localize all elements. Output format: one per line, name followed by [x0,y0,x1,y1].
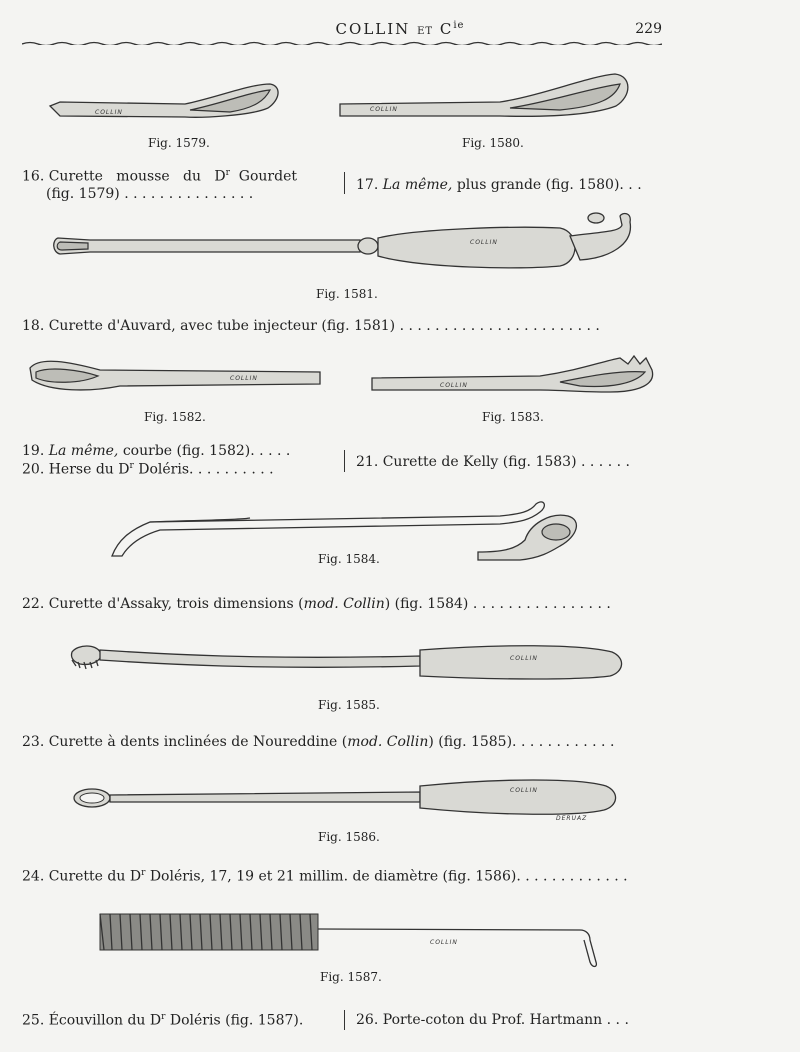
caption-fig-1587: Fig. 1587. [320,970,382,984]
caption-fig-1583: Fig. 1583. [482,410,544,424]
caption-fig-1584: Fig. 1584. [318,552,380,566]
caption-fig-1586: Fig. 1586. [318,830,380,844]
engraving-mark-1585: COLLIN [510,655,538,662]
caption-fig-1580: Fig. 1580. [462,136,524,150]
engraving-mark-1587: COLLIN [430,939,458,946]
item-23: 23. Curette à dents inclinées de Noureddine (mod. Collin) (fig. 1585). . . . . . . . . . . . [22,734,615,750]
curette-kelly-1583-illustration [372,356,653,392]
curette-noureddine-1585-illustration [71,646,621,679]
curette-1579-illustration [50,84,278,117]
header-cie: C [439,20,454,38]
curette-auvard-1581-illustration [54,213,631,268]
engraving-mark-1581: COLLIN [470,239,498,246]
curette-1582-illustration [30,361,320,390]
item-16-line1: 16. Curette mousse du $D^r$ Gourdet [22,168,298,185]
item-21: 21. Curette de Kelly (fig. 1583) . . . . . . [356,454,630,470]
column-divider [344,1010,345,1030]
engraving-mark-1583: COLLIN [440,382,468,389]
item-22: 22. Curette d'Assaky, trois dimensions (mod. Collin) (fig. 1584) . . . . . . . . . . . . . . . . [22,596,611,612]
caption-fig-1579: Fig. 1579. [148,136,210,150]
caption-fig-1581: Fig. 1581. [316,287,378,301]
curette-1580-illustration [340,74,628,116]
engraving-mark-1586: COLLIN [510,787,538,794]
item-24: 24. Curette du $D^r$ Doléris, 17, 19 et 21 millim. de diamètre (fig. 1586). . . . . . . . . . . . . [22,868,628,885]
ecouvillon-1587-illustration [100,914,596,967]
item-25: 25. Écouvillon du $D^r$ Doléris (fig. 1587). [22,1012,304,1029]
caption-fig-1585: Fig. 1585. [318,698,380,712]
curette-doleris-1586-illustration [74,780,616,822]
item-19: 19. La même, courbe (fig. 1582). . . . . [22,443,291,459]
header-cie-sup: ie [453,20,465,31]
item-26: 26. Porte-coton du Prof. Hartmann . . . [356,1012,629,1028]
caption-fig-1582: Fig. 1582. [144,410,206,424]
engraving-mark-1580: COLLIN [370,106,398,113]
engraving-mark-1582: COLLIN [230,375,258,382]
page-number: 229 [635,21,662,37]
item-20: 20. Herse du $D^r$ Doléris. . . . . . . . . . [22,461,274,478]
item-18: 18. Curette d'Auvard, avec tube injecteur (fig. 1581) . . . . . . . . . . . . . . . . . . . . . . . [22,318,600,334]
item-17: 17. La même, plus grande (fig. 1580). . . [356,177,642,193]
engraving-mark-1579: COLLIN [95,109,123,116]
column-divider [344,450,345,472]
engraver-mark-1586: DERUAZ [556,815,588,822]
header-et: ET [417,26,434,37]
column-divider [344,172,345,194]
header-collin: COLLIN [335,20,411,38]
item-16-line2: (fig. 1579) . . . . . . . . . . . . . . . [46,186,254,202]
